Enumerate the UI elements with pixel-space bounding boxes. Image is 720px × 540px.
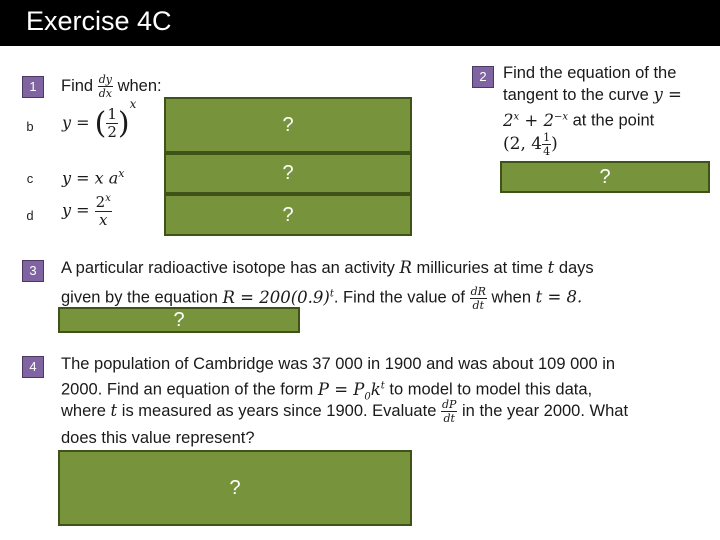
q2-point: (2, 4 $\frac{1}{4}$ ) xyxy=(503,130,558,158)
q1b-answer-box[interactable] xyxy=(164,97,412,153)
q3-dRdt: $\frac{dR}{dt}$ xyxy=(470,284,486,312)
q4-line2: 2000. Find an equation of the form $P = P_0k^t$ to model to model this data, xyxy=(61,379,593,402)
q1d-label: d xyxy=(26,208,34,223)
q4-line4: does this value represent? xyxy=(61,429,255,447)
q1d-equation: y = $\frac{2^x}{x}$ xyxy=(62,193,111,229)
q2-answer-box[interactable] xyxy=(500,161,710,193)
q1d-answer-box[interactable] xyxy=(164,194,412,236)
q1c-label: c xyxy=(26,171,34,186)
page-title: Exercise 4C xyxy=(26,6,172,36)
q1c-answer: ? xyxy=(282,162,294,184)
q3-answer-box[interactable] xyxy=(58,307,300,333)
q1b-label: b xyxy=(26,119,34,134)
q4-line3: where t is measured as years since 1900. Evaluate $\frac{dP}{dt}$ in the year 2000. What xyxy=(61,398,629,426)
title-bar xyxy=(0,0,720,46)
q1c-equation: y = x $a^x$ xyxy=(62,167,125,188)
q1b-equation: y = ( $\frac{1}{2}$ )$^x$ xyxy=(62,96,137,141)
q1c-answer-box[interactable] xyxy=(164,153,412,194)
q2-answer: ? xyxy=(599,165,611,188)
q1-prompt xyxy=(61,73,162,99)
question-3-badge: 3 xyxy=(22,260,44,282)
q4-answer: ? xyxy=(229,476,241,499)
q2-line2: tangent to the curve y = xyxy=(503,85,682,104)
question-2-badge: 2 xyxy=(472,66,494,88)
q4-answer-box[interactable] xyxy=(58,450,412,526)
q3-line2: given by the equation $R = 200(0.9)^t$. Find the value of $\frac{dR}{dt}$ when t = 8. xyxy=(61,284,583,312)
q1b-answer: ? xyxy=(282,113,294,136)
q2-line3: $2^x + 2^{-x}$ at the point xyxy=(503,110,655,130)
q3-line1: A particular radioactive isotope has an activity R millicuries at time t days xyxy=(61,258,594,277)
q3-answer: ? xyxy=(173,308,185,331)
q2-text xyxy=(503,62,682,157)
question-1-badge: 1 xyxy=(22,76,44,98)
q1-dydx: $\frac{dy}{dx}$ xyxy=(98,73,112,101)
q4-line1: The population of Cambridge was 37 000 in 1900 and was about 109 000 in xyxy=(61,355,616,373)
q1d-answer: ? xyxy=(282,203,294,226)
q2-line1: Find the equation of the xyxy=(503,64,677,82)
question-4-badge: 4 xyxy=(22,356,44,378)
q4-dPdt: $\frac{dP}{dt}$ xyxy=(441,398,457,426)
q1-find: Find xyxy=(61,77,94,95)
q1-when: when: xyxy=(117,77,162,95)
